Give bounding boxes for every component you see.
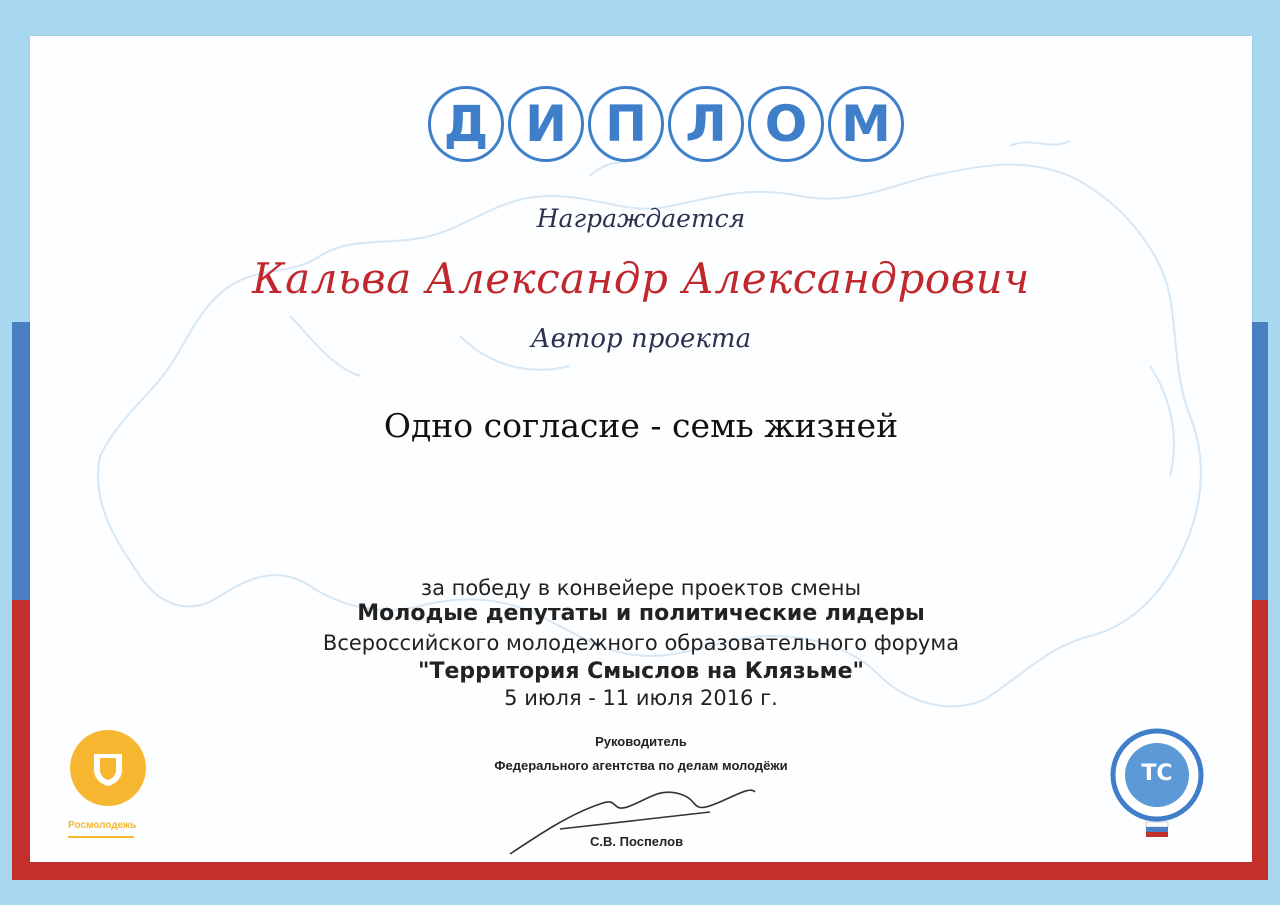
title-letter: О [748, 86, 824, 162]
title-letter: Д [428, 86, 504, 162]
recipient-role: Автор проекта [530, 324, 752, 354]
signatory-title: Руководитель [595, 734, 687, 749]
rosmolodezh-logo-text: Росмолодежь [68, 820, 137, 831]
title-letter: П [588, 86, 664, 162]
forum-name: "Территория Смыслов на Клязьме" [418, 659, 864, 684]
title-letter: М [828, 86, 904, 162]
rosmolodezh-logo [70, 730, 146, 806]
signature [500, 774, 760, 864]
title-letter: И [508, 86, 584, 162]
rosmolodezh-underline [68, 836, 134, 838]
signatory-agency: Федерального агентства по делам молодёжи [494, 758, 788, 773]
award-reason: за победу в конвейере проектов смены [420, 576, 862, 600]
rosmolodezh-emblem-icon [86, 746, 130, 790]
event-dates: 5 июля - 11 июля 2016 г. [504, 686, 778, 710]
diploma-sheet [30, 36, 1252, 862]
awarded-label: Награждается [536, 204, 746, 233]
project-name: Одно согласие - семь жизней [383, 406, 899, 445]
forum-logo [1108, 726, 1206, 838]
shift-name: Молодые депутаты и политические лидеры [357, 601, 925, 626]
signatory-name: С.В. Поспелов [590, 834, 684, 849]
recipient-name: Кальва Александр Александрович [252, 254, 1030, 303]
svg-text:ТС: ТС [1141, 761, 1173, 786]
diploma-title [428, 86, 904, 168]
title-letter: Л [668, 86, 744, 162]
forum-description: Всероссийского молодежного образовательного форума [322, 631, 960, 655]
